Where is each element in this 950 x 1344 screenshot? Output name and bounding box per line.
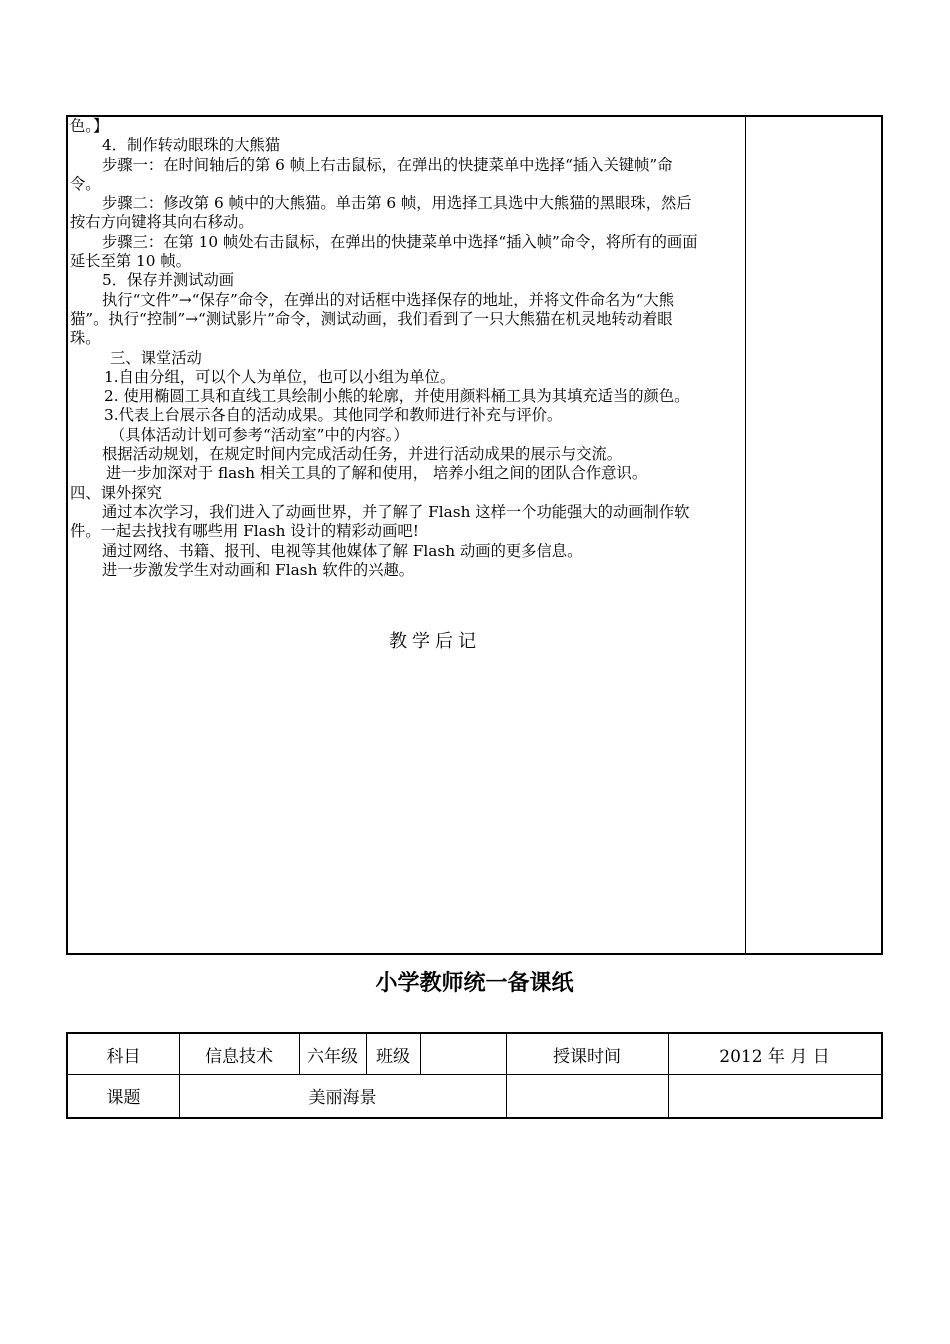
text-line: （具体活动计划可参考“活动室”中的内容。） (110, 425, 409, 444)
text-line: 根据活动规划，在规定时间内完成活动任务，并进行活动成果的展示与交流。 (102, 445, 623, 464)
text-line: 色。】 (70, 117, 109, 135)
empty-cell (668, 1074, 881, 1117)
text-line: 步骤三：在第 10 帧处右击鼠标，在弹出的快捷菜单中选择“插入帧”命令，将所有的画面 (102, 232, 698, 251)
class-label: 班级 (376, 1046, 410, 1067)
subject-value: 信息技术 (205, 1046, 273, 1067)
text-line: 件。一起去找找有哪些用 Flash 设计的精彩动画吧! (70, 522, 419, 541)
text-line: 延长至第 10 帧。 (70, 252, 191, 271)
text-line: 步骤二：修改第 6 帧中的大熊猫。单击第 6 帧，用选择工具选中大熊猫的黑眼珠，然后 (102, 194, 692, 213)
text-line: 进一步激发学生对动画和 Flash 软件的兴趣。 (102, 560, 415, 579)
text-line: 珠。 (70, 329, 101, 348)
section-heading: 三、课堂活动 (110, 348, 202, 367)
text-line: 按右方向键将其向右移动。 (70, 213, 254, 232)
form-title: 小学教师统一备课纸 (375, 971, 574, 996)
time-label: 授课时间 (553, 1046, 621, 1067)
empty-cell (506, 1074, 668, 1117)
text-line: 2. 使用椭圆工具和直线工具绘制小熊的轮廓，并使用颜料桶工具为其填充适当的颜色。 (104, 387, 690, 406)
text-line: 令。 (70, 174, 101, 193)
text-line: 5．保存并测试动画 (102, 271, 235, 290)
text-line: 进一步加深对于 flash 相关工具的了解和使用， 培养小组之间的团队合作意识。 (106, 464, 648, 483)
afterword-heading: 教学后记 (389, 631, 481, 652)
section-heading: 四、课外探究 (70, 483, 162, 502)
topic-label: 课题 (106, 1088, 141, 1108)
column-divider (745, 117, 746, 953)
class-value (420, 1034, 506, 1074)
text-line: 3.代表上台展示各自的活动成果。其他同学和教师进行补充与评价。 (104, 406, 563, 425)
text-line: 步骤一：在时间轴后的第 6 帧上右击鼠标，在弹出的快捷菜单中选择“插入关键帧”命 (102, 155, 673, 174)
text-line: 执行“文件”→“保存”命令，在弹出的对话框中选择保存的地址，并将文件命名为“大熊 (102, 290, 675, 309)
lesson-info-table (66, 1032, 883, 1119)
lesson-text (70, 117, 744, 580)
text-line: 通过本次学习，我们进入了动画世界，并了解了 Flash 这样一个功能强大的动画制作软 (102, 502, 690, 521)
lesson-content-table (66, 115, 883, 955)
topic-value: 美丽海景 (308, 1088, 377, 1108)
text-line: 通过网络、书籍、报刊、电视等其他媒体了解 Flash 动画的更多信息。 (102, 541, 583, 560)
subject-label: 科目 (106, 1046, 141, 1067)
text-line: 1.自由分组，可以个人为单位，也可以小组为单位。 (104, 367, 456, 386)
time-value: 2012 年 月 日 (719, 1046, 830, 1067)
text-line: 4．制作转动眼珠的大熊猫 (102, 136, 280, 155)
text-line: 猫”。执行“控制”→“测试影片”命令，测试动画，我们看到了一只大熊猫在机灵地转动着眼 (70, 309, 673, 328)
grade-value: 六年级 (307, 1046, 358, 1067)
